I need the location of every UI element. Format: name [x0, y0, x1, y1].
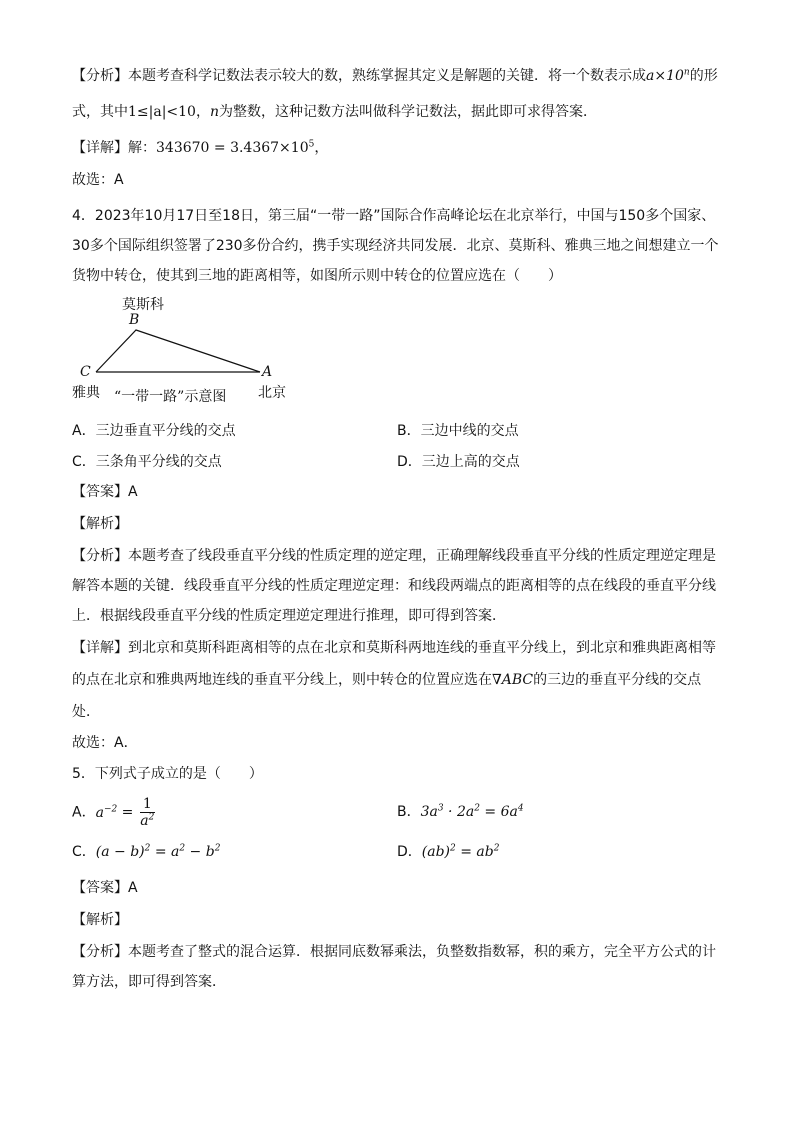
q3-analysis-text-end: 的形 [689, 68, 718, 84]
q4-detail-line2: 的点在北京和雅典两地连线的垂直平分线上，则中转仓的位置应选在∇ABC的三边的垂直平分线的交点 [72, 672, 702, 688]
q5-stem: 5．下列式子成立的是（ ） [72, 766, 263, 782]
label-beijing: 北京 [258, 385, 286, 401]
q4-option-d: D．三边上高的交点 [397, 454, 520, 470]
q4-answer: 【答案】A [72, 484, 138, 500]
label-athens: 雅典 [72, 385, 100, 401]
q5-analysis-line2: 算方法，即可得到答案． [72, 974, 226, 990]
triangle-abc-symbol: ∇ABC [492, 672, 534, 688]
q3-analysis-line1 [72, 66, 718, 86]
q3-choose: 故选：A [72, 172, 124, 188]
label-point-c: C [80, 364, 91, 380]
q5-option-d: D．$(ab)^2 = ab^2$ [397, 843, 500, 860]
q5-analysis-line1: 【分析】本题考查了整式的混合运算．根据同底数幂乘法，负整数指数幂，积的乘方，完全平方公式的计 [72, 944, 716, 960]
q3-analysis-text: 【分析】本题考查科学记数法表示较大的数，熟练掌握其定义是解题的关键．将一个数表示成 [72, 68, 646, 84]
q4-option-a: A．三边垂直平分线的交点 [72, 423, 236, 439]
q4-detail-line3: 处． [72, 704, 100, 720]
q4-analysis-line3: 上．根据线段垂直平分线的性质定理逆定理进行推理，即可得到答案． [72, 608, 506, 624]
triangle-sides-cb-ba [96, 330, 260, 372]
q4-stem-line2: 30多个国际组织签署了230多份合约，携手实现经济共同发展．北京、莫斯科、雅典三地之间想建立一个 [72, 238, 719, 254]
label-point-b: B [129, 312, 140, 328]
q5-option-c: C．$(a - b)^2 = a^2 - b^2$ [72, 843, 221, 860]
q4-choose: 故选：A． [72, 735, 138, 751]
q5-option-a-fraction: $\frac{1}{a^2}$ [140, 796, 155, 829]
q3-analysis-line2: 式，其中1≤|a|<10，n为整数，这种记数方法叫做科学记数法，据此即可求得答案． [72, 104, 597, 120]
q3-sci-form: $a\times 10^n$ [646, 67, 690, 84]
q5-jiexi-heading: 【解析】 [72, 912, 128, 928]
q4-stem-line3: 货物中转仓，使其到三地的距离相等，如图所示则中转仓的位置应选在（ ） [72, 268, 562, 284]
q4-detail-line1: 【详解】到北京和莫斯科距离相等的点在北京和莫斯科两地连线的垂直平分线上，到北京和雅典距离相等 [72, 640, 716, 656]
belt-road-diagram [66, 292, 296, 404]
q4-analysis-line2: 解答本题的关键．线段垂直平分线的性质定理逆定理：和线段两端点的距离相等的点在线段的垂直平分线 [72, 578, 716, 594]
q4-analysis-line1: 【分析】本题考查了线段垂直平分线的性质定理的逆定理，正确理解线段垂直平分线的性质定理逆定理是 [72, 548, 716, 564]
q5-answer: 【答案】A [72, 880, 138, 896]
q4-option-b: B．三边中线的交点 [397, 423, 519, 439]
label-moscow: 莫斯科 [122, 297, 164, 313]
diagram-caption: “一带一路”示意图 [114, 389, 227, 405]
q3-detail: 【详解】解：$343670 = 3.4367\times 10^5$， [72, 139, 329, 156]
q3-condition: 1≤|a|<10 [128, 104, 196, 120]
q4-jiexi-heading: 【解析】 [72, 516, 128, 532]
q5-option-a: A．$a^{-2}$ = $\frac{1}{a^2}$ [72, 796, 155, 829]
label-point-a: A [262, 364, 273, 380]
q5-option-b: B．$3a^3 \cdot 2a^2 = 6a^4$ [397, 803, 524, 820]
q3-detail-expr: $343670 = 3.4367\times 10^5$ [156, 139, 315, 156]
q4-stem-line1: 4．2023年10月17日至18日，第三届“一带一路”国际合作高峰论坛在北京举行，中国与150多个国家、 [72, 208, 716, 224]
q4-option-c: C．三条角平分线的交点 [72, 454, 222, 470]
q5-option-a-lhs: $a^{-2}$ [95, 803, 118, 821]
q3-n-var: n [209, 104, 219, 120]
